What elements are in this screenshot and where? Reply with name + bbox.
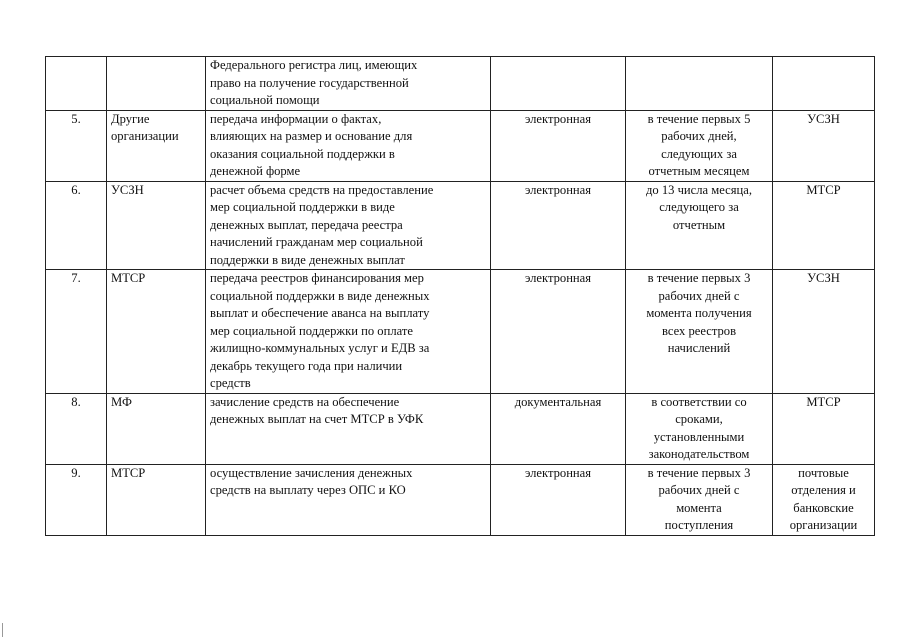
action-cell bbox=[206, 181, 491, 270]
deadline-line: в течение первых 3 bbox=[647, 271, 751, 285]
deadline-line: момента bbox=[676, 500, 722, 515]
action-line: зачисление средств на обеспечение bbox=[210, 394, 400, 409]
recipient-cell bbox=[773, 181, 875, 270]
deadline-line: начислений bbox=[667, 341, 731, 355]
table-row bbox=[46, 270, 875, 394]
deadline-cell bbox=[626, 181, 773, 270]
deadline-cell bbox=[626, 57, 773, 111]
recipient-cell bbox=[773, 57, 875, 111]
action-cell bbox=[206, 393, 491, 464]
row-number: 7. bbox=[46, 270, 107, 394]
action-line: денежной форме bbox=[210, 164, 301, 178]
performer-cell bbox=[107, 393, 206, 464]
form-cell: документальная bbox=[491, 393, 626, 464]
row-number: 5. bbox=[46, 110, 107, 181]
action-cell bbox=[206, 270, 491, 394]
procedure-table bbox=[45, 56, 875, 536]
form-cell: электронная bbox=[491, 181, 626, 270]
performer-cell bbox=[107, 110, 206, 181]
performer-cell bbox=[107, 270, 206, 394]
deadline-cell bbox=[626, 393, 773, 464]
deadline-line: всех реестров bbox=[661, 323, 737, 338]
action-line: мер социальной поддержки по оплате bbox=[210, 323, 413, 338]
form-cell: электронная bbox=[491, 464, 626, 535]
deadline-line: в соответствии со bbox=[651, 394, 747, 409]
deadline-line: установленными bbox=[653, 429, 745, 444]
action-line: средств bbox=[210, 376, 251, 390]
recipient-cell bbox=[773, 110, 875, 181]
deadline-line: поступления bbox=[664, 518, 734, 532]
recipient-line: организации bbox=[789, 518, 858, 532]
action-cell bbox=[206, 57, 491, 111]
row-number: 9. bbox=[46, 464, 107, 535]
action-line: декабрь текущего года при наличии bbox=[210, 358, 403, 373]
action-line: социальной помощи bbox=[210, 93, 320, 107]
action-line: денежных выплат на счет МТСР в УФК bbox=[210, 412, 424, 426]
scan-edge-mark bbox=[2, 623, 3, 637]
action-line: средств на выплату через ОПС и КО bbox=[210, 483, 406, 497]
deadline-line: в течение первых 5 bbox=[647, 111, 751, 126]
recipient-line: отделения и bbox=[791, 483, 856, 497]
action-line: передача информации о фактах, bbox=[210, 111, 382, 126]
recipient-line: МТСР bbox=[806, 394, 841, 409]
action-line: начислений гражданам мер социальной bbox=[210, 235, 423, 249]
deadline-cell bbox=[626, 270, 773, 394]
form-cell bbox=[491, 57, 626, 111]
table-row bbox=[46, 110, 875, 181]
form-cell: электронная bbox=[491, 270, 626, 394]
row-number: 8. bbox=[46, 393, 107, 464]
action-cell bbox=[206, 464, 491, 535]
action-line: Федерального регистра лиц, имеющих bbox=[210, 58, 418, 72]
table-row bbox=[46, 464, 875, 535]
performer-cell bbox=[107, 181, 206, 270]
deadline-line: момента получения bbox=[646, 306, 752, 320]
recipient-line: банковские bbox=[793, 500, 854, 515]
action-line: денежных выплат, передача реестра bbox=[210, 217, 403, 232]
performer-line: МФ bbox=[111, 394, 132, 409]
recipient-line: МТСР bbox=[806, 182, 841, 197]
action-line: мер социальной поддержки в виде bbox=[210, 200, 395, 214]
deadline-line: законодательством bbox=[648, 447, 750, 461]
performer-cell bbox=[107, 464, 206, 535]
table-row bbox=[46, 181, 875, 270]
performer-line: организации bbox=[111, 129, 179, 143]
deadline-line: сроками, bbox=[675, 412, 723, 426]
recipient-cell bbox=[773, 393, 875, 464]
action-line: передача реестров финансирования мер bbox=[210, 271, 424, 285]
performer-line: МТСР bbox=[111, 271, 146, 285]
table-row bbox=[46, 57, 875, 111]
recipient-line: почтовые bbox=[798, 465, 849, 480]
deadline-line: до 13 числа месяца, bbox=[645, 182, 752, 197]
deadline-line: следующего за bbox=[659, 200, 739, 214]
table-row bbox=[46, 393, 875, 464]
deadline-line: отчетным bbox=[672, 217, 726, 232]
deadline-line: рабочих дней с bbox=[658, 483, 740, 497]
deadline-line: рабочих дней с bbox=[658, 288, 740, 303]
deadline-line: рабочих дней, bbox=[661, 129, 737, 143]
performer-line: УСЗН bbox=[111, 182, 144, 197]
row-number bbox=[46, 57, 107, 111]
action-line: жилищно-коммунальных услуг и ЕДВ за bbox=[210, 341, 430, 355]
deadline-line: в течение первых 3 bbox=[647, 465, 751, 480]
deadline-cell bbox=[626, 110, 773, 181]
action-line: осуществление зачисления денежных bbox=[210, 465, 413, 480]
action-line: выплат и обеспечение аванса на выплату bbox=[210, 306, 430, 320]
row-number: 6. bbox=[46, 181, 107, 270]
form-cell: электронная bbox=[491, 110, 626, 181]
action-line: оказания социальной поддержки в bbox=[210, 146, 395, 161]
action-cell bbox=[206, 110, 491, 181]
action-line: расчет объема средств на предоставление bbox=[210, 182, 434, 197]
recipient-cell bbox=[773, 464, 875, 535]
deadline-line: следующих за bbox=[661, 146, 737, 161]
recipient-line: УСЗН bbox=[807, 271, 840, 285]
performer-line: МТСР bbox=[111, 465, 146, 480]
deadline-cell bbox=[626, 464, 773, 535]
performer-cell bbox=[107, 57, 206, 111]
action-line: право на получение государственной bbox=[210, 75, 409, 90]
action-line: социальной поддержки в виде денежных bbox=[210, 288, 430, 303]
recipient-line: УСЗН bbox=[807, 111, 840, 126]
action-line: поддержки в виде денежных выплат bbox=[210, 252, 405, 267]
performer-line: Другие bbox=[111, 111, 150, 126]
action-line: влияющих на размер и основание для bbox=[210, 129, 413, 143]
recipient-cell bbox=[773, 270, 875, 394]
deadline-line: отчетным месяцем bbox=[648, 164, 750, 178]
